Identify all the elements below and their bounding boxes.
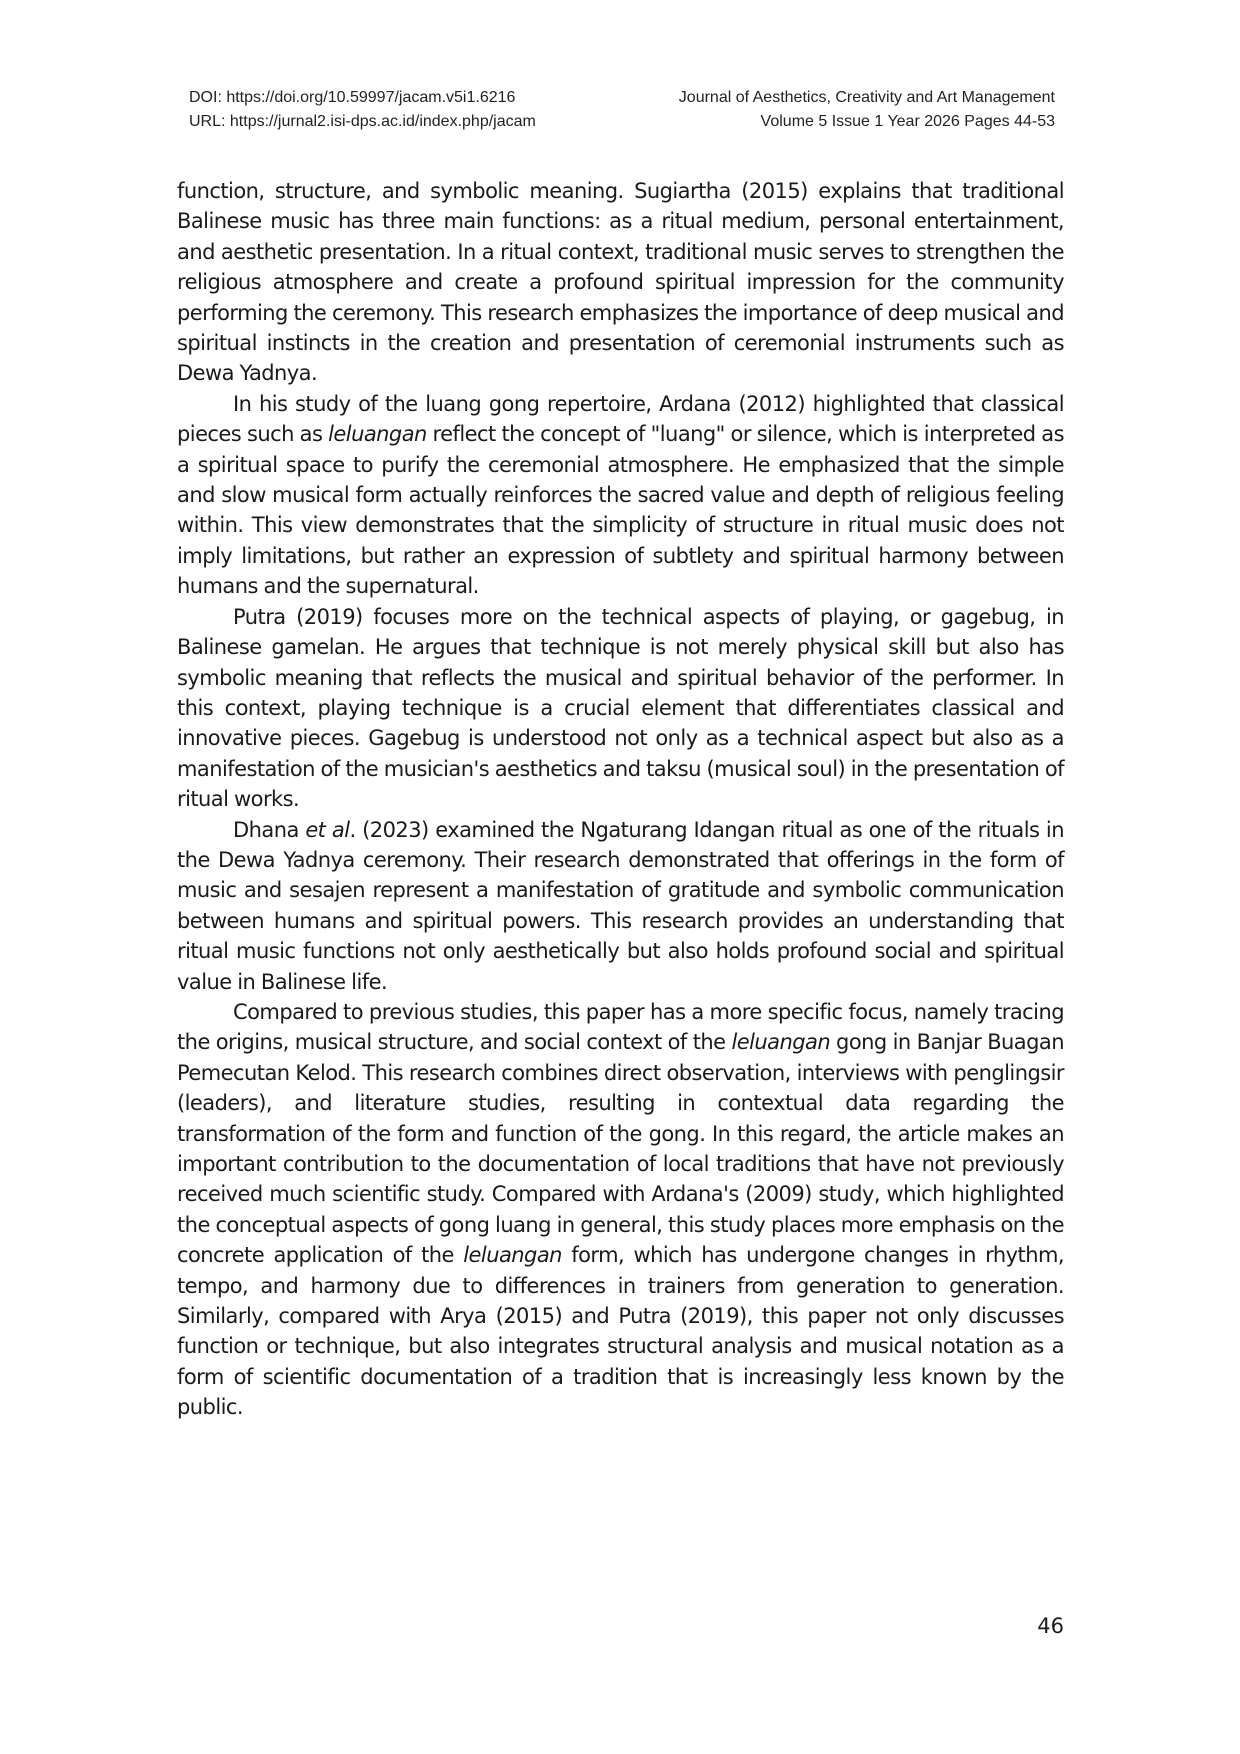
paragraph-5-text-b: gong in Banjar Buagan Pemecutan Kelod. This research combines direct observation, interviews with penglingsir (leaders), and literature studies, resulting in contextual data regarding the transformation of the form and function of the gong. In this regard, the article makes an important contribution to the documentation of local traditions that have not previously received much scientific study. Compared with Ardana's (2009) study, which highlighted the conceptual aspects of gong luang in general, this study places more emphasis on the concrete application of the [177, 1030, 1064, 1268]
paragraph-1-text: function, structure, and symbolic meaning. Sugiartha (2015) explains that traditional Balinese music has three main functions: as a ritual medium, personal entertainment, and aesthetic presentation. In a ritual context, traditional music serves to strengthen the religious atmosphere and create a profound spiritual impression for the community performing the ceremony. This research emphasizes the importance of deep musical and spiritual instincts in the creation and presentation of ceremonial instruments such as Dewa Yadnya. [177, 179, 1064, 386]
journal-name-text: Journal of Aesthetics, Creativity and Art Management [678, 89, 1055, 106]
paragraph-3-text: Putra (2019) focuses more on the technical aspects of playing, or gagebug, in Balinese gamelan. He argues that technique is not merely physical skill but also has symbolic meaning that reflects the musical and spiritual behavior of the performer. In this context, playing technique is a crucial element that differentiates classical and innovative pieces. Gagebug is understood not only as a technical aspect but also as a manifestation of the musician's aesthetics and taksu (musical soul) in the presentation of ritual works. [177, 604, 1064, 812]
header-right-block [555, 86, 1055, 134]
paragraph-2-text-b: reflect the concept of "luang" or silence, which is interpreted as a spiritual space to purify the ceremonial atmosphere. He emphasized that the simple and slow musical form actually reinforces the sacred value and depth of religious feeling within. This view demonstrates that the simplicity of structure in ritual music does not imply limitations, but rather an expression of subtlety and spiritual harmony between humans and the supernatural. [177, 422, 1064, 599]
paragraph-4-italic-term: et al [305, 817, 350, 842]
paragraph-4-text-b: . (2023) examined the Ngaturang Idangan ritual as one of the rituals in the Dewa Yadnya ceremony. Their research demonstrated that offerings in the form of music and sesajen represent a manifestation of gratitude and symbolic communication between humans and spiritual powers. This research provides an understanding that ritual music functions not only aesthetically but also holds profound social and spiritual value in Balinese life. [177, 817, 1064, 994]
paragraph-2 [177, 389, 1064, 602]
paragraph-4-text-a: Dhana [233, 817, 306, 842]
paragraph-3 [177, 602, 1064, 815]
paragraph-5-text-a: Compared to previous studies, this paper has a more specific focus, namely tracing the origins, musical structure, and social context of the [177, 999, 1064, 1055]
paragraph-5-text-c: form, which has undergone changes in rhythm, tempo, and harmony due to differences in trainers from generation to generation. Similarly, compared with Arya (2015) and Putra (2019), this paper not only discusses function or technique, but also integrates structural analysis and musical notation as a form of scientific documentation of a tradition that is increasingly less known by the public. [177, 1243, 1065, 1420]
article-body [177, 176, 1064, 1423]
page-header [0, 86, 1240, 136]
page-number: 46 [1037, 1614, 1064, 1638]
paragraph-5-italic-term-1: leluangan [731, 1030, 831, 1055]
paragraph-2-italic-term: leluangan [328, 422, 427, 447]
doi-text: DOI: https://doi.org/10.59997/jacam.v5i1.6216 [189, 89, 516, 106]
paragraph-5 [177, 997, 1064, 1423]
paragraph-5-italic-term-2: leluangan [463, 1243, 562, 1268]
journal-url-text: URL: https://jurnal2.isi-dps.ac.id/index.php/jacam [189, 113, 536, 130]
volume-issue-text: Volume 5 Issue 1 Year 2026 Pages 44-53 [760, 113, 1055, 130]
paragraph-2-text-a: In his study of the luang gong repertoire, Ardana (2012) highlighted that classical pieces such as [177, 391, 1064, 447]
paragraph-1 [177, 176, 1064, 389]
paragraph-4 [177, 815, 1064, 997]
